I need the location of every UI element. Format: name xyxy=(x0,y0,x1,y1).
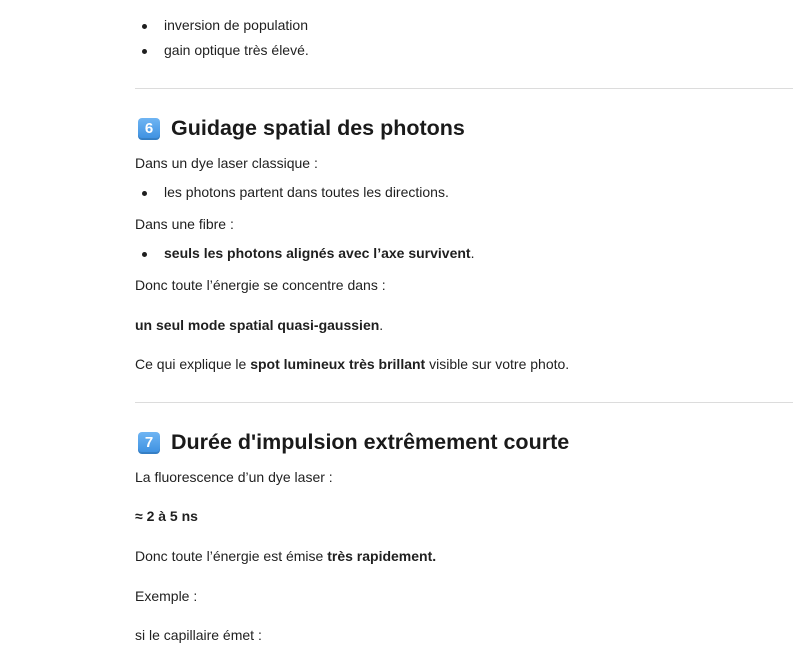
paragraph: Dans une fibre : xyxy=(135,216,234,232)
bold-text: spot lumineux très brillant xyxy=(250,356,426,372)
paragraph xyxy=(135,508,198,524)
section-title: Durée d'impulsion extrêmement courte xyxy=(171,430,570,454)
list-item-text xyxy=(164,245,474,261)
text-end: . xyxy=(470,245,475,261)
text-start: Donc toute l’énergie est émise xyxy=(135,548,328,564)
bullet-dot xyxy=(142,49,147,54)
section-heading-6 xyxy=(138,116,465,141)
bullet-dot xyxy=(142,24,147,29)
keycap-six-icon: 6 xyxy=(138,118,160,140)
bold-text: ≈ 2 à 5 ns xyxy=(135,508,198,524)
bullet-dot xyxy=(142,191,147,196)
bold-text: très rapidement. xyxy=(327,548,437,564)
paragraph: si le capillaire émet : xyxy=(135,627,262,643)
list-item-text: gain optique très élevé. xyxy=(164,42,309,58)
section-divider xyxy=(135,402,793,403)
text-start: Ce qui explique le xyxy=(135,356,251,372)
list-item-text: inversion de population xyxy=(164,17,308,33)
paragraph xyxy=(135,356,569,372)
paragraph: Exemple : xyxy=(135,588,198,604)
bullet-dot xyxy=(142,252,147,257)
paragraph: La fluorescence d’un dye laser : xyxy=(135,469,333,485)
paragraph: Donc toute l’énergie se concentre dans : xyxy=(135,277,386,293)
paragraph xyxy=(135,548,436,564)
list-item-text: les photons partent dans toutes les directions. xyxy=(164,184,449,200)
paragraph: Dans un dye laser classique : xyxy=(135,155,318,171)
bold-text: seuls les photons alignés avec l’axe survivent xyxy=(164,245,471,261)
section-divider xyxy=(135,88,793,89)
bold-text: un seul mode spatial quasi-gaussien xyxy=(135,317,380,333)
section-heading-7 xyxy=(138,430,569,455)
section-title: Guidage spatial des photons xyxy=(171,116,465,140)
keycap-seven-icon: 7 xyxy=(138,432,160,454)
paragraph xyxy=(135,317,383,333)
text-end: . xyxy=(379,317,384,333)
text-end: visible sur votre photo. xyxy=(425,356,570,372)
